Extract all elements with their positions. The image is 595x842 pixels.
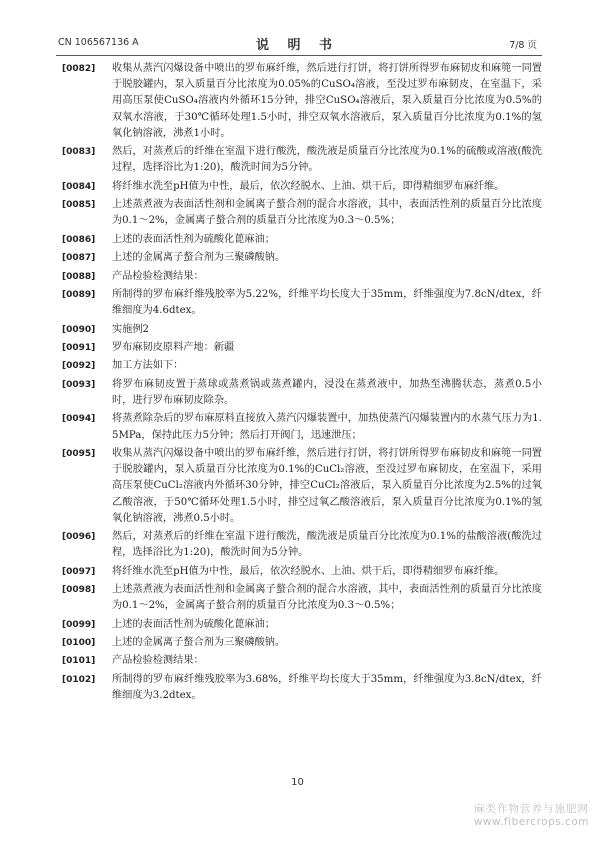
paragraph-0085 (62, 197, 542, 229)
paragraph-text: 上述蒸煮液为表面活性剂和金属离子螯合剂的混合水溶液，其中，表面活性剂的质量百分比浓度为0.1～2%，金属离子螯合剂的质量百分比浓度为0.3～0.5%； (112, 584, 542, 612)
paragraph-text: 收集从蒸汽闪爆设备中喷出的罗布麻纤维，然后进行打饼，将打饼所得罗布麻韧皮和麻篼一同置于脱胶罐内，泵入质量百分比浓度为0.05%的CuSO₄溶液，至没过罗布麻韧皮，在室温下，采用高压泵使CuSO₄溶液内外循环15分钟，排空CuSO₄溶液后，泵入质量百分比浓度为0.5%的双氧水溶液，于30℃循环处理1.5小时，排空双氧水溶液后，泵入质量百分比浓度为0.1%的氢氧化钠溶液，沸煮1小时。 (112, 63, 542, 139)
paragraph-0086 (62, 232, 542, 248)
page-number: 10 (291, 777, 304, 788)
paragraph-text: 上述的金属离子螯合剂为三聚磷酸钠。 (112, 252, 286, 264)
paragraph-number: [0093] (62, 379, 96, 390)
paragraph-0096 (62, 529, 542, 561)
paragraph-number: [0098] (62, 585, 96, 596)
paragraph-text: 罗布麻韧皮原料产地：新疆 (112, 341, 235, 353)
paragraph-number: [0088] (62, 271, 96, 282)
paragraph-0092 (62, 358, 542, 374)
paragraph-text: 将罗布麻韧皮置于蒸球或蒸煮锅或蒸煮罐内，浸没在蒸煮液中，加热至沸腾状态，蒸煮0.5小时，进行罗布麻韧皮除杂。 (112, 378, 542, 406)
description-body (62, 61, 542, 706)
paragraph-0094 (62, 411, 542, 443)
patent-number: CN 106567136 A (58, 37, 139, 48)
watermark-url: www.fibercrops.com (473, 816, 589, 828)
paragraph-text: 将纤维水洗至pH值为中性，最后，依次经脱水、上油、烘干后，即得精细罗布麻纤维。 (112, 180, 505, 192)
paragraph-text: 上述蒸煮液为表面活性剂和金属离子螯合剂的混合水溶液，其中，表面活性剂的质量百分比浓度为0.1～2%，金属离子螯合剂的质量百分比浓度为0.3～0.5%； (112, 199, 542, 227)
paragraph-number: [0091] (62, 342, 96, 353)
paragraph-number: [0084] (62, 181, 96, 192)
header-divider (56, 55, 542, 56)
paragraph-number: [0085] (62, 200, 96, 211)
paragraph-text: 然后，对蒸煮后的纤维在室温下进行酸洗，酸洗液是质量百分比浓度为0.1%的硫酸或溶液(酸洗过程，选择浴比为1:20)，酸洗时间为5分钟。 (112, 146, 542, 174)
paragraph-text: 加工方法如下： (112, 360, 184, 372)
paragraph-text: 产品检验检测结果： (112, 655, 204, 667)
paragraph-text: 上述的表面活性剂为硫酸化蓖麻油； (112, 618, 275, 630)
site-watermark (449, 801, 589, 828)
paragraph-number: [0092] (62, 361, 96, 372)
paragraph-number: [0095] (62, 448, 96, 459)
paragraph-text: 将纤维水洗至pH值为中性，最后，依次经脱水、上油、烘干后，即得精细罗布麻纤维。 (112, 565, 505, 577)
document-title: 说 明 书 (255, 38, 340, 53)
paragraph-number: [0100] (62, 638, 96, 649)
paragraph-text: 收集从蒸汽闪爆设备中喷出的罗布麻纤维，然后进行打饼，将打饼所得罗布麻韧皮和麻篼一同置于脱胶罐内，泵入质量百分比浓度为0.1%的CuCl₂溶液，至没过罗布麻韧皮，在室温下，采用高压泵使CuCl₂溶液内外循环30分钟，排空CuCl₂溶液后，泵入质量百分比浓度为2.5%的过氧乙酸溶液，于50℃循环处理1.5小时，排空过氧乙酸溶液后，泵入质量百分比浓度为0.1%的氢氧化钠溶液，沸煮0.5小时。 (112, 447, 542, 524)
paragraph-0090 (62, 322, 542, 338)
paragraph-number: [0087] (62, 253, 96, 264)
paragraph-text: 然后，对蒸煮后的纤维在室温下进行酸洗，酸洗液是质量百分比浓度为0.1%的盐酸溶液(酸洗过程，选择浴比为1:20)，酸洗时间为5分钟。 (112, 531, 542, 559)
paragraph-text: 上述的金属离子螯合剂为三聚磷酸钠。 (112, 637, 286, 649)
paragraph-text: 上述的表面活性剂为硫酸化蓖麻油； (112, 233, 275, 245)
page-reference: 7/8 页 (509, 40, 537, 51)
paragraph-0098 (62, 582, 542, 614)
paragraph-text: 产品检验检测结果： (112, 270, 204, 282)
paragraph-0100 (62, 635, 542, 651)
paragraph-text: 实施例2 (112, 323, 150, 335)
paragraph-0102 (62, 672, 542, 704)
paragraph-0087 (62, 250, 542, 266)
paragraph-number: [0089] (62, 289, 96, 300)
paragraph-0093 (62, 377, 542, 409)
paragraph-text: 所制得的罗布麻纤维残胶率为5.22%，纤维平均长度大于35mm，纤维强度为7.8cN/dtex，纤维细度为4.6dtex。 (112, 288, 542, 317)
paragraph-number: [0086] (62, 234, 96, 245)
paragraph-0095 (62, 446, 542, 527)
paragraph-0091 (62, 340, 542, 356)
paragraph-number: [0102] (62, 674, 96, 685)
paragraph-number: [0083] (62, 147, 96, 158)
paragraph-0097 (62, 564, 542, 580)
paragraph-0083 (62, 144, 542, 176)
paragraph-0099 (62, 617, 542, 633)
paragraph-number: [0082] (62, 64, 96, 74)
paragraph-0082 (62, 61, 542, 142)
paragraph-0084 (62, 179, 542, 195)
paragraph-number: [0094] (62, 414, 96, 425)
paragraph-0101 (62, 653, 542, 669)
paragraph-number: [0097] (62, 566, 96, 577)
paragraph-0088 (62, 269, 542, 285)
paragraph-number: [0099] (62, 619, 96, 630)
paragraph-number: [0101] (62, 656, 96, 667)
paragraph-number: [0096] (62, 532, 96, 543)
paragraph-number: [0090] (62, 324, 96, 335)
paragraph-text: 将蒸煮除杂后的罗布麻原料直接放入蒸汽闪爆装置中，加热使蒸汽闪爆装置内的水蒸气压力为1.5MPa，保持此压力5分钟；然后打开阀门，迅速泄压； (112, 413, 542, 441)
paragraph-0089 (62, 287, 542, 319)
watermark-site-name: 麻类作物营养与施肥网 (474, 803, 589, 815)
paragraph-text: 所制得的罗布麻纤维残胶率为3.68%，纤维平均长度大于35mm，纤维强度为3.8cN/dtex，纤维细度为3.2dtex。 (112, 673, 542, 702)
